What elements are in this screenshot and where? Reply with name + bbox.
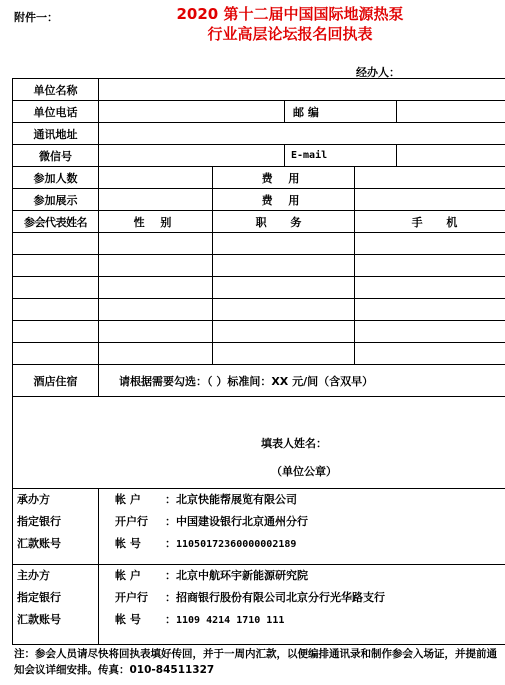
host-account-no: 1109 4214 1710 111 xyxy=(176,615,285,626)
unit-phone-field[interactable] xyxy=(99,101,285,123)
handler-label: 经办人： xyxy=(356,66,400,79)
postcode-field[interactable] xyxy=(397,101,505,123)
host-info: 帐 户 ：北京中航环宇新能源研究院 开户行 ：招商银行股份有限公司北京分行光华路支行 帐 号 ：1109 4214 1710 111 xyxy=(99,565,505,645)
organizer-label: 承办方 xyxy=(17,493,50,506)
organizer-account-name: 北京快能帮展览有限公司 xyxy=(176,493,297,506)
position-header: 职 务 xyxy=(213,211,355,233)
postcode-label: 邮 编 xyxy=(285,101,397,123)
position-cell[interactable] xyxy=(213,255,355,277)
signature-area xyxy=(13,397,505,489)
rep-name-cell[interactable] xyxy=(13,233,99,255)
organizer-bank-key: 开户行 xyxy=(115,515,148,528)
table-row xyxy=(13,321,505,343)
exhibit-field[interactable] xyxy=(99,189,213,211)
unit-phone-label: 单位电话 xyxy=(13,101,99,123)
organizer-labels xyxy=(13,489,99,565)
organizer-account-no-key: 帐 号 xyxy=(115,537,141,550)
organizer-info: 帐 户 ：北京快能帮展览有限公司 开户行 ：中国建设银行北京通州分行 帐 号 ：11050172360000002189 xyxy=(99,489,505,565)
mobile-cell[interactable] xyxy=(355,343,505,365)
exhibit-label: 参加展示 xyxy=(13,189,99,211)
rep-name-header: 参会代表姓名 xyxy=(13,211,99,233)
gender-cell[interactable] xyxy=(99,277,213,299)
organizer-account-label: 汇款账号 xyxy=(17,537,61,550)
attendees-field[interactable] xyxy=(99,167,213,189)
organizer-account-no: 11050172360000002189 xyxy=(176,539,297,550)
fee-label-2: 费 用 xyxy=(213,189,355,211)
mobile-cell[interactable] xyxy=(355,321,505,343)
mobile-header: 手 机 xyxy=(355,211,505,233)
host-labels xyxy=(13,565,99,645)
position-cell[interactable] xyxy=(213,343,355,365)
registration-form-table xyxy=(12,78,505,645)
gender-cell[interactable] xyxy=(99,233,213,255)
email-label: E-mail xyxy=(285,145,397,167)
position-cell[interactable] xyxy=(213,277,355,299)
table-row xyxy=(13,277,505,299)
host-bank-key: 开户行 xyxy=(115,591,148,604)
rep-name-cell[interactable] xyxy=(13,255,99,277)
position-cell[interactable] xyxy=(213,321,355,343)
host-account-name-key: 帐 户 xyxy=(115,569,141,582)
position-cell[interactable] xyxy=(213,233,355,255)
organizer-bank: 中国建设银行北京通州分行 xyxy=(176,515,308,528)
rep-name-cell[interactable] xyxy=(13,321,99,343)
gender-cell[interactable] xyxy=(99,343,213,365)
email-field[interactable] xyxy=(397,145,505,167)
filler-name-label: 填表人姓名： xyxy=(261,437,327,450)
host-bank: 招商银行股份有限公司北京分行光华路支行 xyxy=(176,591,385,604)
wechat-label: 微信号 xyxy=(13,145,99,167)
footer-note: 注：参会人员请尽快将回执表填好传回，并于一周内汇款，以便编排通讯录和制作参会入场证，并提前通知会议详细安排。传真：010-84511327 xyxy=(14,648,497,676)
mobile-cell[interactable] xyxy=(355,233,505,255)
host-account-no-key: 帐 号 xyxy=(115,613,141,626)
rep-name-cell[interactable] xyxy=(13,277,99,299)
host-account-label: 汇款账号 xyxy=(17,613,61,626)
wechat-field[interactable] xyxy=(99,145,285,167)
address-field[interactable] xyxy=(99,123,505,145)
rep-name-cell[interactable] xyxy=(13,343,99,365)
organizer-account-name-key: 帐 户 xyxy=(115,493,141,506)
host-bank-label: 指定银行 xyxy=(17,591,61,604)
mobile-cell[interactable] xyxy=(355,255,505,277)
hotel-option[interactable]: 请根据需要勾选：（ ）标准间：XX 元/间（含双早） xyxy=(99,365,505,397)
attachment-label: 附件一： xyxy=(14,11,58,24)
gender-cell[interactable] xyxy=(99,255,213,277)
address-label: 通讯地址 xyxy=(13,123,99,145)
mobile-cell[interactable] xyxy=(355,277,505,299)
table-row xyxy=(13,233,505,255)
gender-cell[interactable] xyxy=(99,321,213,343)
organizer-bank-label: 指定银行 xyxy=(17,515,61,528)
host-label: 主办方 xyxy=(17,569,50,582)
fee-field-1[interactable] xyxy=(355,167,505,189)
unit-seal-label: （单位公章） xyxy=(271,465,337,478)
rep-name-cell[interactable] xyxy=(13,299,99,321)
hotel-label: 酒店住宿 xyxy=(13,365,99,397)
mobile-cell[interactable] xyxy=(355,299,505,321)
form-title-line-1: 2020 第十二届中国国际地源热泵 xyxy=(176,5,404,23)
gender-header: 性 别 xyxy=(99,211,213,233)
fee-field-2[interactable] xyxy=(355,189,505,211)
unit-name-field[interactable] xyxy=(99,79,505,101)
form-title-line-2: 行业高层论坛报名回执表 xyxy=(207,25,373,43)
position-cell[interactable] xyxy=(213,299,355,321)
host-account-name: 北京中航环宇新能源研究院 xyxy=(176,569,308,582)
fee-label-1: 费 用 xyxy=(213,167,355,189)
table-row xyxy=(13,343,505,365)
attendees-label: 参加人数 xyxy=(13,167,99,189)
unit-name-label: 单位名称 xyxy=(13,79,99,101)
table-row xyxy=(13,299,505,321)
table-row xyxy=(13,255,505,277)
gender-cell[interactable] xyxy=(99,299,213,321)
